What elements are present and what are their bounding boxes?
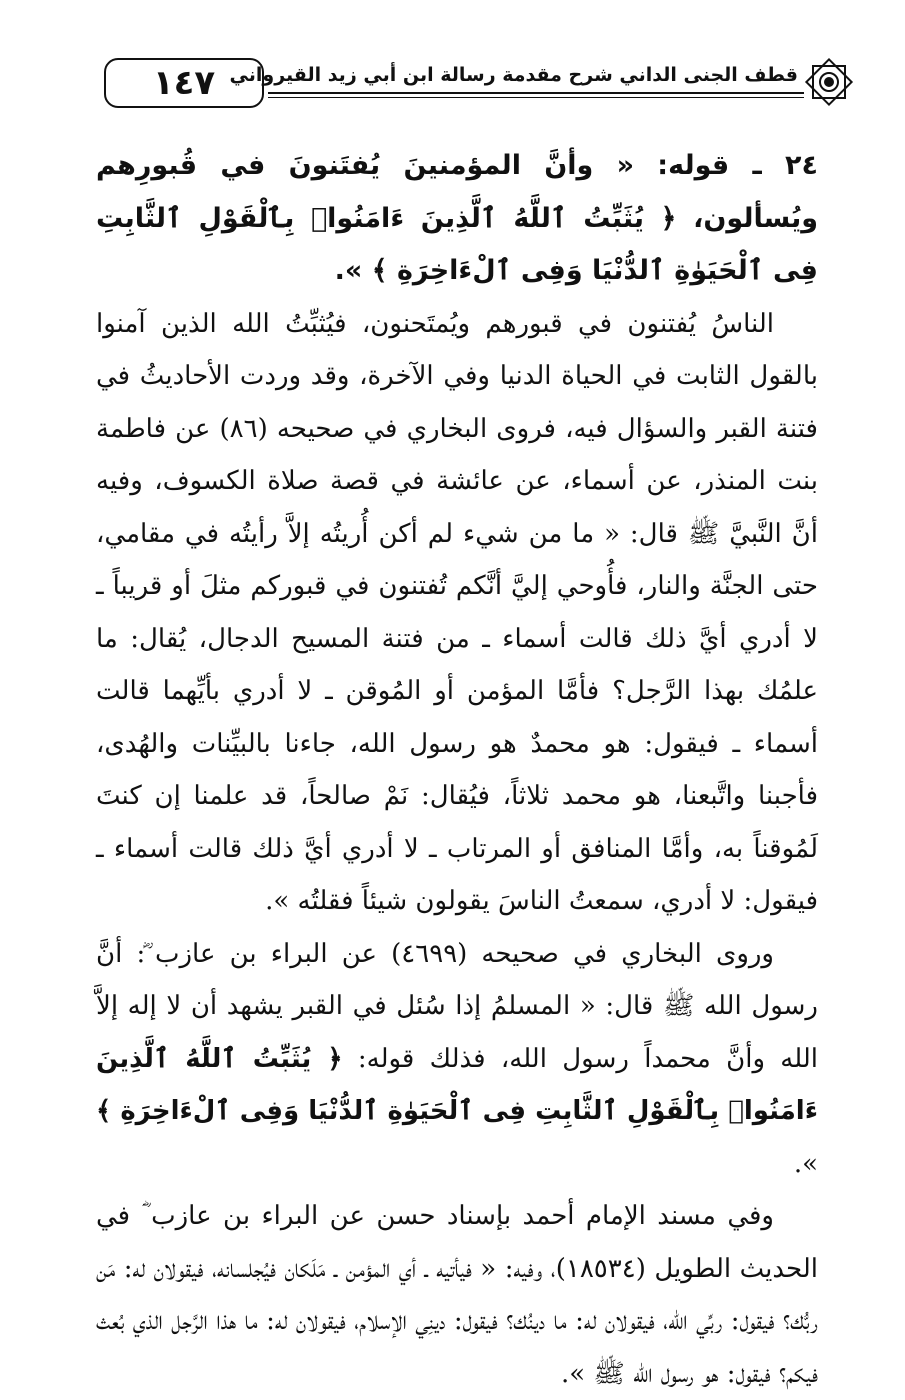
section-quote-close: ». <box>334 255 363 286</box>
paragraph-2 <box>96 928 818 1191</box>
section-quote-open: « وأنَّ المؤمنينَ يُفتَنونَ في قُبورِهم ويُسألون، <box>96 150 818 234</box>
page-number: ١٤٧ <box>104 58 264 108</box>
header-rule-thin <box>268 97 804 98</box>
section-heading <box>96 140 818 298</box>
paragraph-1: الناسُ يُفتنون في قبورهم ويُمتَحنون، فيُثبِّتُ الله الذين آمنوا بالقول الثابت في الحياة الدنيا وفي الآخرة، وقد وردت الأحاديثُ في فتنة القبر والسؤال فيه، فروى البخاري في صحيحه (٨٦) عن فاطمة بنت المنذر، عن أسماء، عن عائشة في قصة صلاة الكسوف، وفيه أنَّ النَّبيَّ ﷺ قال: « ما من شيء لم أكن أُريتُه إلاَّ رأيتُه في مقامي، حتى الجنَّة والنار، فأُوحي إليَّ أنَّكم تُفتنون في قبوركم مثلَ أو قريباً ـ لا أدري أيَّ ذلك قالت أسماء ـ من فتنة المسيح الدجال، يُقال: ما علمُك بهذا الرَّجل؟ فأمَّا المؤمن أو المُوقن ـ لا أدري بأيِّهما قالت أسماء ـ فيقول: هو محمدٌ هو رسول الله، جاءنا بالبيِّنات والهُدى، فأجبنا واتَّبعنا، هو محمد ثلاثاً، فيُقال: نَمْ صالحاً، قد علمنا إن كنتَ لَمُوقناً به، وأمَّا المنافق أو المرتاب ـ لا أدري أيَّ ذلك قالت أسماء ـ فيقول: لا أدري، سمعتُ الناسَ يقولون شيئاً فقلتُه ». <box>96 308 818 916</box>
section-colon: : <box>634 150 669 181</box>
section-dash: ـ <box>729 150 762 181</box>
page-header <box>96 52 856 118</box>
section-label: قوله <box>668 150 730 181</box>
paragraph-3: وفي مسند الإمام أحمد بإسناد حسن عن البراء بن عازب ؓ في الحديث الطويل (١٨٥٣٤)، وفيه: « فيأتيه ـ أي المؤمن ـ مَلَكان فيُجلسانه، فيقولان له: مَن ربُّك؟ فيقول: ربِّي الله، فيقولان له: ما دينُك؟ فيقول: دينِي الإسلام، فيقولان له: ما هذا الرَّجل الذي بُعث فيكم؟ فيقول: هو رسول الله ﷺ ». <box>96 1201 818 1389</box>
paragraph-2-verse: ﴿ يُثَبِّتُ ٱللَّهُ ٱلَّذِينَ ءَامَنُوا۟ بِٱلْقَوْلِ ٱلثَّابِتِ فِى ٱلْحَيَوٰةِ ٱلدُّنْيَا وَفِى ٱلْءَاخِرَةِ ﴾ <box>96 1043 818 1126</box>
paragraph-2-text: وروى البخاري في صحيحه (٤٦٩٩) عن البراء بن عازب ؓ: أنَّ رسول الله ﷺ قال: « المسلمُ إذا سُئل في القبر يشهد أن لا إله إلاَّ الله وأنَّ محمداً رسول الله، فذلك قوله: <box>96 938 818 1074</box>
section-number: ٢٤ <box>785 150 818 181</box>
octagonal-star-ornament-icon <box>802 52 856 112</box>
running-title: قطف الجنى الداني شرح مقدمة رسالة ابن أبي زيد القيرواني <box>229 64 798 86</box>
quran-verse: ﴿ يُثَبِّتُ ٱللَّهُ ٱلَّذِينَ ءَامَنُوا۟ بِٱلْقَوْلِ ٱلثَّابِتِ فِى ٱلْحَيَوٰةِ ٱلدُّنْيَا وَفِى ٱلْءَاخِرَةِ ﴾ <box>96 202 818 286</box>
page-body <box>96 140 818 1400</box>
header-rule <box>268 92 804 94</box>
paragraph-2-close: ». <box>793 1148 818 1179</box>
